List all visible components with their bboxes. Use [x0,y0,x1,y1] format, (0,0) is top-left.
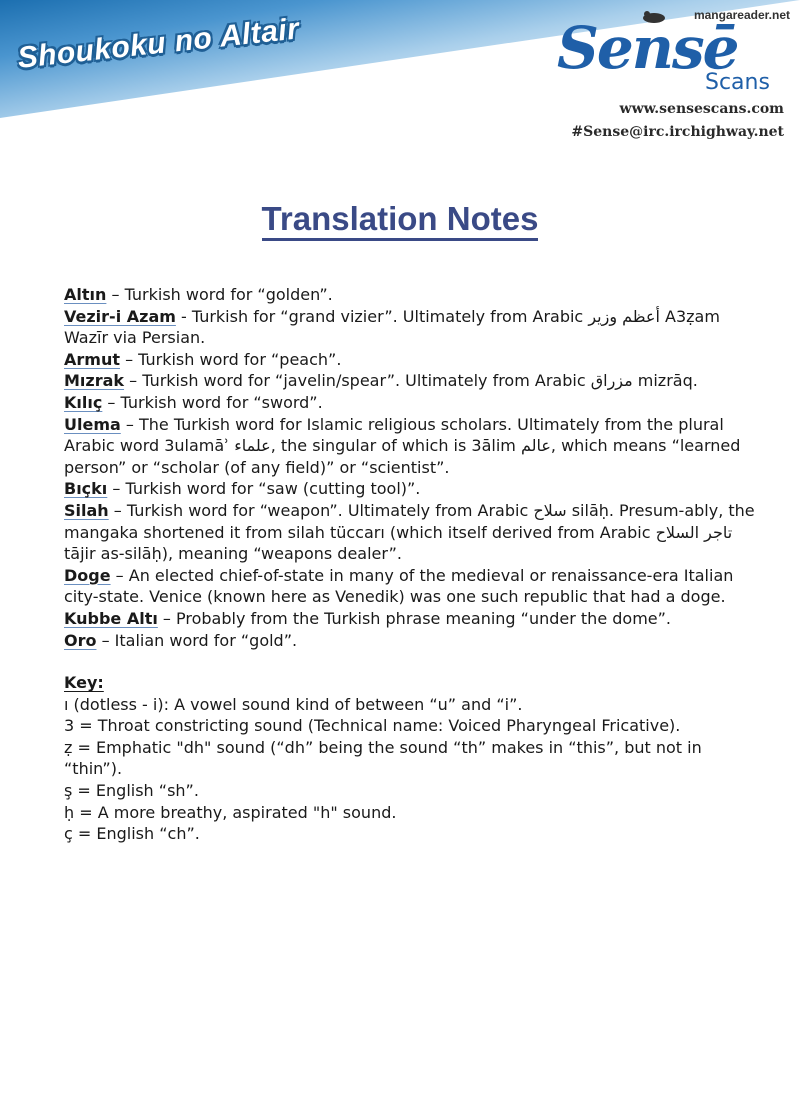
note-entry [64,392,764,414]
note-description: – Italian word for “gold”. [96,630,298,650]
note-entry [64,478,764,500]
note-description: - Turkish for “grand vizier”. Ultimately from Arabic أعظم وزير A3ẓam Wazīr via Persian. [64,306,720,348]
series-title: Shoukoku no Altair [16,12,301,75]
note-entry [64,414,764,479]
note-description: – Turkish word for “golden”. [106,285,333,304]
key-item: ẓ = Emphatic "dh" sound (“dh” being the sound “th” makes in “this”, but not in “thin”). [64,737,702,779]
scanlator-logo [555,0,800,150]
note-entry [64,500,764,565]
note-description: – Turkish word for “saw (cutting tool)”. [107,479,421,499]
note-term: Armut [64,349,120,369]
irc-channel: #Sense@irc.irchighway.net [571,124,784,140]
note-entry [64,608,764,630]
page-title-text: Translation Notes [262,200,539,241]
key-item: 3 = Throat constricting sound (Technical name: Voiced Pharyngeal Fricative). [64,716,681,736]
note-term: Doge [64,565,111,585]
key-item: ḥ = A more breathy, aspirated "h" sound. [64,802,397,822]
note-term: Ulema [64,414,121,434]
note-term: Bıçkı [64,479,108,499]
note-entry [64,284,764,306]
page-title [0,200,800,238]
translation-notes [64,284,764,845]
note-entry [64,630,764,652]
pronunciation-key [64,672,764,845]
note-entry [64,306,764,349]
key-item: ı (dotless - i): A vowel sound kind of between “u” and “i”. [64,694,523,714]
note-description: – Turkish word for “peach”. [119,349,342,369]
logo-wordmark: Sensē [557,14,738,82]
note-term: Kubbe Altı [64,608,158,628]
website-url: www.sensescans.com [619,101,784,117]
note-term: Silah [64,500,109,520]
note-description: – Turkish word for “javelin/spear”. Ultimately from Arabic مزراق mizrāq. [124,371,698,391]
note-description: – An elected chief-of-state in many of the medieval or renaissance-era Italian city-state. Venice (known here as Venedik) was one such republic that had a doge. [64,565,734,607]
note-term: Vezir-i Azam [64,306,176,326]
note-term: Mızrak [64,371,125,391]
note-term: Kılıç [64,392,103,412]
note-entry [64,349,764,371]
note-description: – The Turkish word for Islamic religious scholars. Ultimately from the plural Arabic word 3ulamāʾ علماء, the singular of which is 3ālim عالم, which means “learned person” or “scholar (of any field)” or “scientist”. [64,414,741,477]
key-title: Key: [64,673,104,693]
key-item: ş = English “sh”. [64,781,199,801]
logo-subtitle: Scans [705,70,770,95]
note-description: – Turkish word for “sword”. [102,392,323,412]
note-term: Oro [64,630,97,650]
note-description: – Turkish word for “weapon”. Ultimately from Arabic سلاح silāḥ. Presum-ably, the mangaka shortened it from silah tüccarı (which itself derived from Arabic تاجر السلاح tājir as-silāḥ), meaning “weapons dealer”. [64,500,755,564]
key-item: ç = English “ch”. [64,824,200,844]
source-site-tag: mangareader.net [693,8,790,22]
note-entry [64,565,764,608]
note-description: – Probably from the Turkish phrase meaning “under the dome”. [157,608,671,628]
note-term: Altın [64,285,107,304]
note-entry [64,370,764,392]
